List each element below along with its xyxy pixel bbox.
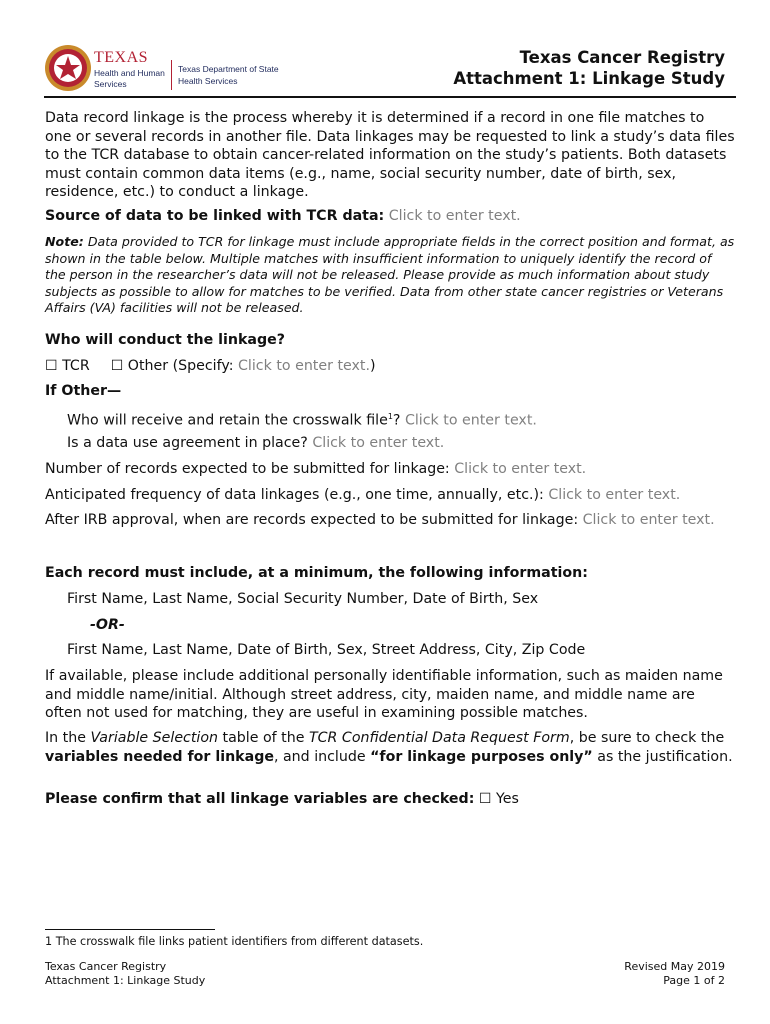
- hhs-name-line2: Services: [94, 79, 127, 89]
- record-count-input[interactable]: Click to enter text.: [454, 461, 587, 477]
- footer-left-line2: Attachment 1: Linkage Study: [45, 974, 206, 987]
- justification-emphasis: “for linkage purposes only”: [370, 748, 593, 765]
- who-heading: Who will conduct the linkage?: [45, 332, 286, 348]
- variable-text: as the justification.: [597, 748, 733, 765]
- variable-paragraph: [45, 729, 735, 766]
- variable-text: table of the: [222, 730, 305, 746]
- variable-selection-ref: Variable Selection: [90, 730, 219, 746]
- note-text: Data provided to TCR for linkage must include appropriate fields in the correct position and format, as shown in the table below. Multiple matches with insufficient information to uniquely identify the record of the person in the researcher’s data will not be released. Please provide as much information about study subjects as possible to allow for matches to be verified. Data from other state cancer registries or Veterans Affairs (VA) facilities will not be released.: [45, 234, 735, 315]
- hhs-texas-wordmark: TEXAS: [94, 49, 149, 66]
- minimum-option1: First Name, Last Name, Social Security Number, Date of Birth, Sex: [67, 591, 539, 607]
- note-paragraph: [45, 234, 735, 317]
- minimum-option2: First Name, Last Name, Date of Birth, Sex, Street Address, City, Zip Code: [67, 642, 586, 658]
- crosswalk-qmark: ?: [392, 412, 401, 429]
- other-label: Other (Specify:: [127, 358, 234, 374]
- tcr-checkbox[interactable]: ☐: [45, 358, 58, 374]
- minimum-or: -OR-: [90, 617, 125, 633]
- variables-needed-emphasis: variables needed for linkage: [45, 748, 274, 765]
- frequency-label: Anticipated frequency of data linkages (e.g., one time, annually, etc.):: [45, 487, 544, 503]
- crosswalk-row: [67, 408, 735, 430]
- if-other-heading: If Other—: [45, 383, 122, 399]
- other-close-paren: ): [369, 358, 376, 374]
- confirm-yes-label: Yes: [495, 791, 519, 807]
- record-count-row: [45, 460, 735, 479]
- tcr-label: TCR: [62, 358, 90, 374]
- dua-row: [67, 434, 735, 453]
- confirm-checkbox[interactable]: ☐: [478, 791, 492, 807]
- variable-text: , and include: [273, 748, 366, 765]
- other-specify-input[interactable]: Click to enter text.: [238, 358, 370, 374]
- source-label: Source of data to be linked with TCR data:: [45, 208, 385, 224]
- irb-label: After IRB approval, when are records expected to be submitted for linkage:: [45, 512, 579, 528]
- frequency-input[interactable]: Click to enter text.: [548, 487, 681, 503]
- confirm-label: Please confirm that all linkage variables are checked:: [45, 791, 475, 807]
- footer-page-number: Page 1 of 2: [663, 974, 725, 987]
- intro-paragraph: Data record linkage is the process whereby it is determined if a record in one file matches to one or several records in another file. Data linkages may be requested to link a study’s data files to the TCR database to obtain cancer-related information on the study’s patients. Both datasets must contain common data items (e.g., name, social security number, date of birth, sex, residence, etc.) to conduct a linkage.: [45, 110, 735, 200]
- additional-paragraph: If available, please include additional personally identifiable information, such as maiden name and middle name/initial. Although street address, city, maiden name, and middle name are often not used for matching, they are useful in examining possible matches.: [45, 668, 723, 721]
- footnote-number: 1: [45, 935, 53, 948]
- frequency-row: [45, 486, 735, 505]
- source-input[interactable]: Click to enter text.: [388, 208, 521, 224]
- who-options-row: [45, 357, 735, 376]
- crosswalk-label: Who will receive and retain the crosswalk file: [67, 412, 388, 429]
- footnote: [45, 935, 423, 948]
- header-rule: [44, 96, 736, 98]
- page-title-line1: Texas Cancer Registry: [519, 48, 725, 67]
- minimum-heading: Each record must include, at a minimum, the following information:: [45, 565, 588, 581]
- other-checkbox[interactable]: ☐: [110, 358, 124, 374]
- variable-text: In the: [45, 730, 86, 746]
- footnote-rule: [45, 929, 215, 930]
- irb-row: [45, 511, 735, 530]
- note-label: Note:: [45, 234, 84, 249]
- logo-divider: [171, 60, 172, 90]
- source-row: [45, 207, 735, 226]
- confirm-row: [45, 790, 735, 809]
- record-count-label: Number of records expected to be submitted for linkage:: [45, 461, 450, 477]
- dshs-name-line1: Texas Department of State: [178, 64, 279, 74]
- crosswalk-input[interactable]: Click to enter text.: [404, 412, 537, 429]
- texas-seal-icon: [44, 44, 92, 92]
- page-title-line2: Attachment 1: Linkage Study: [453, 69, 725, 88]
- hhs-name-line1: Health and Human: [94, 68, 165, 78]
- footnote-text: The crosswalk file links patient identifiers from different datasets.: [55, 935, 424, 948]
- footnote-ref: 1: [387, 412, 393, 421]
- dua-input[interactable]: Click to enter text.: [312, 435, 445, 451]
- request-form-ref: TCR Confidential Data Request Form: [308, 730, 570, 746]
- footer-left-line1: Texas Cancer Registry: [45, 960, 167, 973]
- footer-revised: Revised May 2019: [624, 960, 725, 973]
- dshs-name-line2: Health Services: [178, 76, 238, 86]
- variable-text: , be sure to check the: [569, 730, 725, 746]
- irb-input[interactable]: Click to enter text.: [582, 512, 715, 528]
- dua-label: Is a data use agreement in place?: [67, 435, 308, 451]
- logo: [44, 44, 294, 94]
